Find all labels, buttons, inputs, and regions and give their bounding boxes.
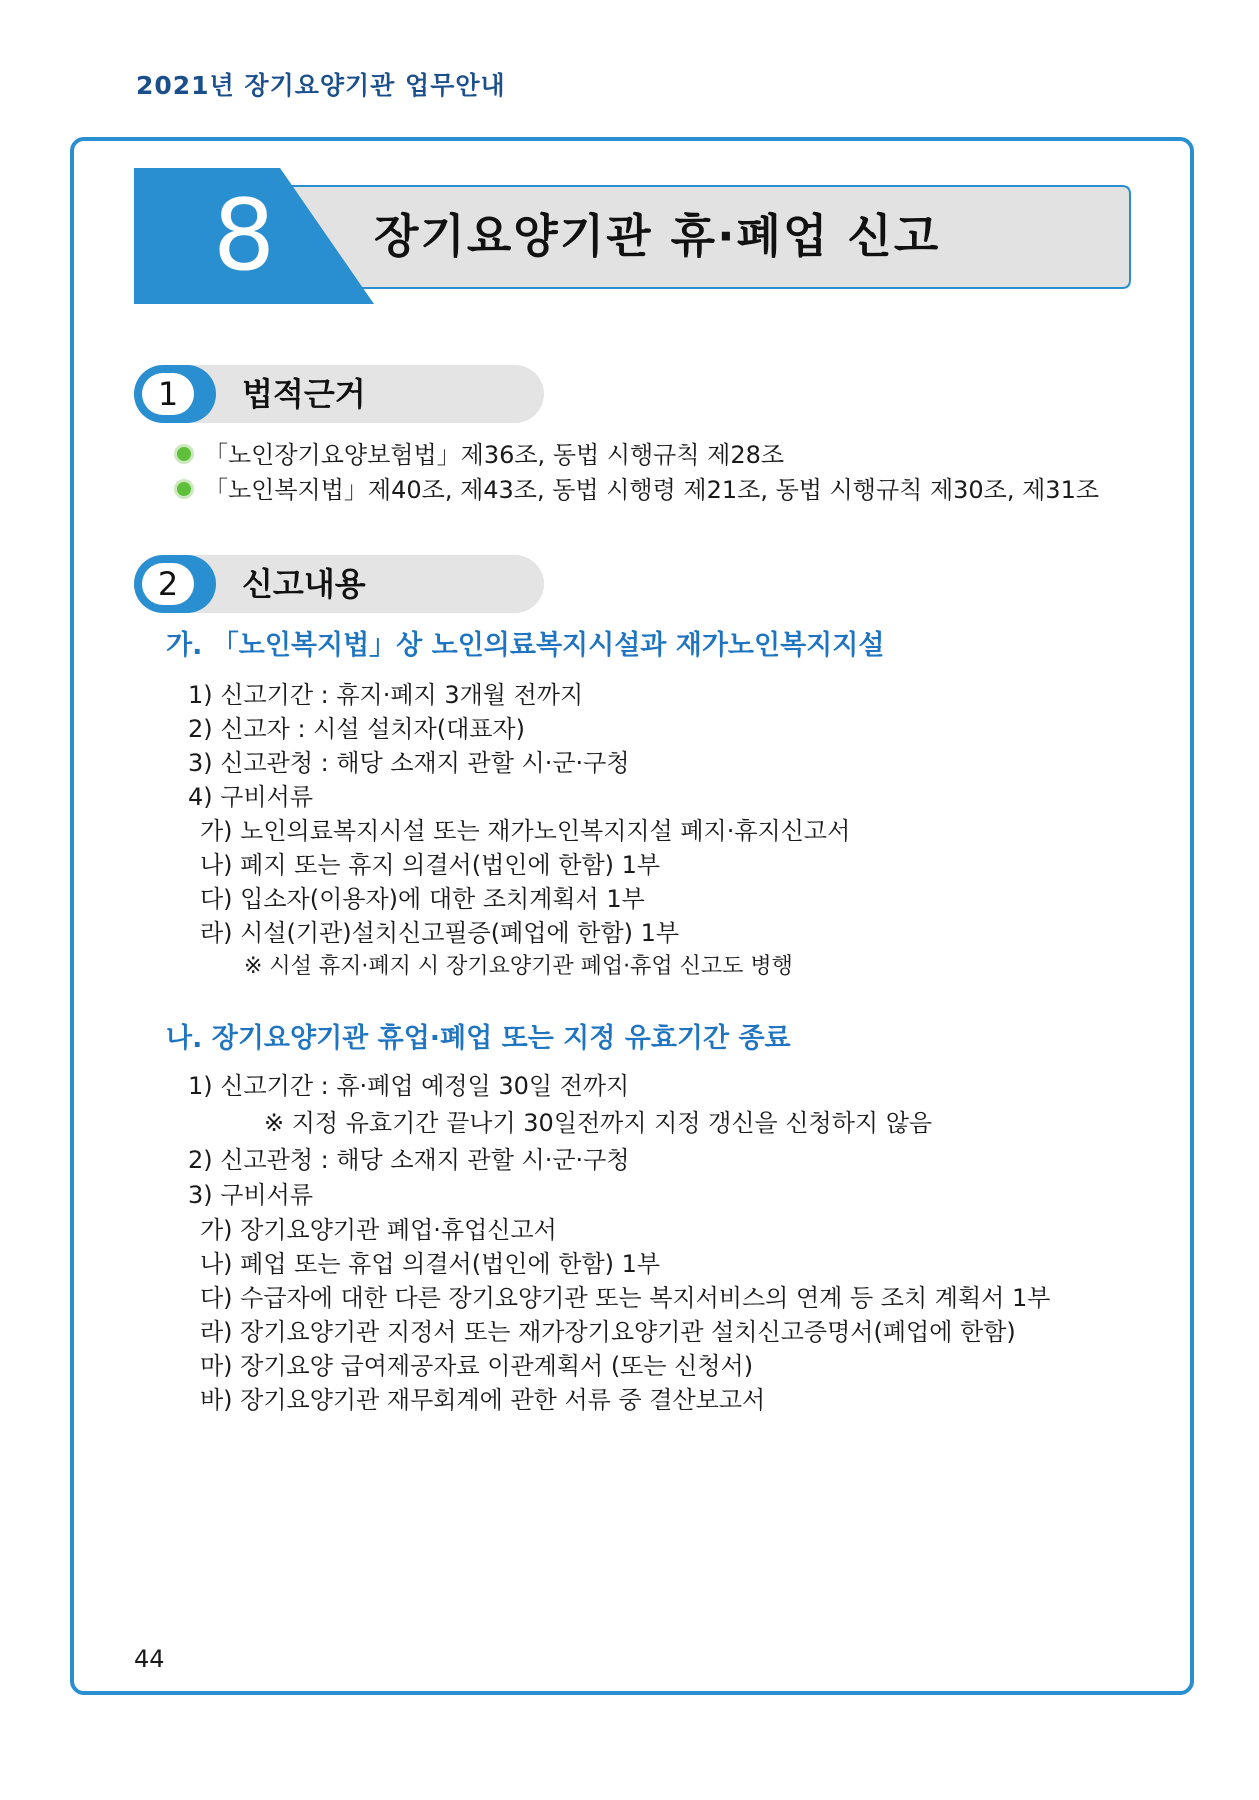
ga-note: ※ 시설 휴지·폐지 시 장기요양기관 폐업·휴업 신고도 병행	[244, 954, 793, 979]
section-number: 1	[142, 373, 194, 415]
na-document: 다) 수급자에 대한 다른 장기요양기관 또는 복지서비스의 연계 등 조치 계획서 1부	[200, 1284, 1051, 1312]
running-header: 2021년 장기요양기관 업무안내	[136, 71, 506, 100]
ga-document: 라) 시설(기관)설치신고필증(폐업에 한함) 1부	[200, 919, 680, 947]
na-document: 마) 장기요양 급여제공자료 이관계획서 (또는 신청서)	[200, 1352, 754, 1380]
ga-document: 다) 입소자(이용자)에 대한 조치계획서 1부	[200, 885, 645, 913]
page-number: 44	[134, 1645, 165, 1673]
chapter-title: 장기요양기관 휴·폐업 신고	[374, 209, 941, 263]
legal-basis-item: 「노인장기요양보험법」제36조, 동법 시행규칙 제28조	[174, 438, 784, 472]
ga-item: 4) 구비서류	[188, 783, 313, 811]
ga-item: 3) 신고관청 : 해당 소재지 관할 시·군·구청	[188, 749, 630, 777]
subsection-na-heading: 나. 장기요양기관 휴업·폐업 또는 지정 유효기간 종료	[166, 1023, 791, 1054]
chapter-number: 8	[212, 179, 276, 293]
ga-item: 2) 신고자 : 시설 설치자(대표자)	[188, 715, 525, 743]
chapter-banner	[134, 168, 1134, 304]
legal-basis-item: 「노인복지법」제40조, 제43조, 동법 시행령 제21조, 동법 시행규칙 제30조, 제31조	[174, 473, 1099, 507]
section-title: 신고내용	[242, 565, 366, 603]
green-bullet-icon	[174, 444, 194, 464]
section-1-heading	[134, 365, 544, 423]
ga-item: 1) 신고기간 : 휴지·폐지 3개월 전까지	[188, 681, 584, 709]
ga-document: 나) 폐지 또는 휴지 의결서(법인에 한함) 1부	[200, 851, 661, 879]
ga-document: 가) 노인의료복지시설 또는 재가노인복지지설 폐지·휴지신고서	[200, 817, 851, 845]
section-2-heading	[134, 555, 544, 613]
na-item: 2) 신고관청 : 해당 소재지 관할 시·군·구청	[188, 1146, 630, 1174]
section-title: 법적근거	[242, 375, 366, 413]
subsection-ga-heading: 가. 「노인복지법」상 노인의료복지시설과 재가노인복지지설	[166, 630, 885, 661]
na-document: 가) 장기요양기관 폐업·휴업신고서	[200, 1216, 557, 1244]
na-item: 1) 신고기간 : 휴·폐업 예정일 30일 전까지	[188, 1072, 630, 1100]
na-item: 3) 구비서류	[188, 1181, 313, 1209]
green-bullet-icon	[174, 479, 194, 499]
na-document: 바) 장기요양기관 재무회계에 관한 서류 중 결산보고서	[200, 1386, 766, 1414]
na-document: 라) 장기요양기관 지정서 또는 재가장기요양기관 설치신고증명서(폐업에 한함)	[200, 1318, 1016, 1346]
section-number: 2	[142, 563, 194, 605]
na-note: ※ 지정 유효기간 끝나기 30일전까지 지정 갱신을 신청하지 않음	[264, 1109, 933, 1137]
na-document: 나) 폐업 또는 휴업 의결서(법인에 한함) 1부	[200, 1250, 661, 1278]
